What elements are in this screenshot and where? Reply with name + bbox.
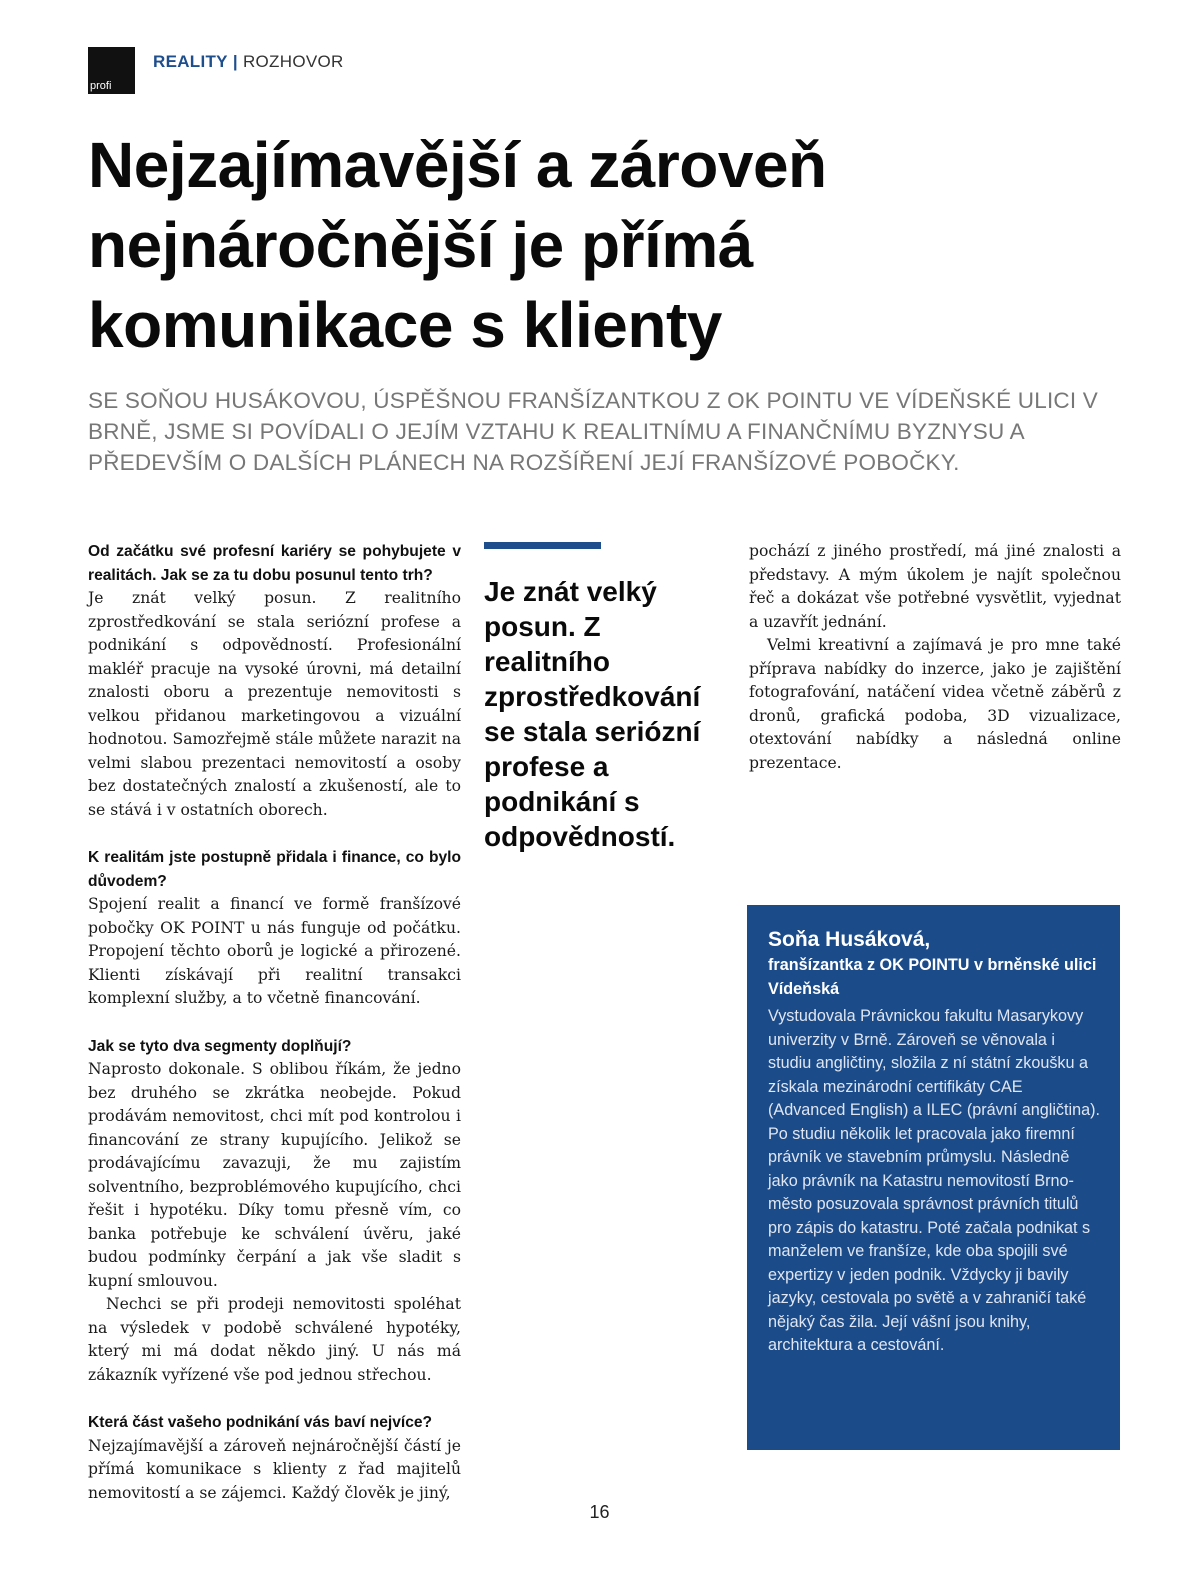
interview-question: Od začátku své profesní kariéry se pohybujete v realitách. Jak se za tu dobu posunul tento trh? xyxy=(88,543,461,584)
interview-question: Která část vašeho podnikání vás baví nejvíce? xyxy=(88,1414,433,1431)
article-column-left xyxy=(88,540,461,1505)
profile-role: franšízantka z OK POINTU v brněnské ulici Vídeňská xyxy=(768,956,1097,998)
profile-name: Soňa Husáková, xyxy=(768,928,931,951)
pull-quote: Je znát velký posun. Z realitního zprostředkování se stala seriózní profese a podnikání s odpovědností. xyxy=(484,576,701,852)
profile-bio: Vystudovala Právnickou fakultu Masarykovy univerzity v Brně. Zároveň se věnovala i studiu angličtiny, složila z ní státní zkoušku a získala mezinárodní certifikáty CAE (Advanced English) a ILEC (právní angličtina). Po studiu několik let pracovala jako firemní právník ve stavebním průmyslu. Následně jako právník na Katastru nemovitostí Brno-město posuzovala správnost právních titulů pro zápis do katastru. Poté začala podnikat s manželem ve franšíze, kde oba spojili své expertizy v jeden podnik. Vždycky ji bavily jazyky, cestovala po světě a v zahraničí také nějaký čas žila. Její vášní jsou knihy, architektura a cestování. xyxy=(768,1007,1101,1354)
article-lead: SE SOŇOU HUSÁKOVOU, ÚSPĚŠNOU FRANŠÍZANTKOU Z OK POINTU VE VÍDEŇSKÉ ULICI V BRNĚ, JSME SI POVÍDALI O JEJÍM VZTAHU K REALITNÍMU A FINANČNÍMU BYZNYSU A PŘEDEVŠÍM O DALŠÍCH PLÁNECH NA ROZŠÍŘENÍ JEJÍ FRANŠÍZOVÉ POBOČKY. xyxy=(88,388,1098,475)
interview-answer: Je znát velký posun. Z realitního zprostředkování se stala seriózní profese a podnikání s odpovědností. Profesionální makléř pracuje na vysoké úrovni, má detailní znalosti oboru a prezentuje nemovitosti s velkou přidanou marketingovou a vizuální hodnotou. Samozřejmě stále můžete narazit na velmi slabou prezentaci nemovitostí a osoby bez dostatečných znalostí a zkušeností, ale to se stává i v ostatních oborech. xyxy=(88,589,461,819)
interview-question: K realitám jste postupně přidala i finance, co bylo důvodem? xyxy=(88,849,461,890)
profile-box xyxy=(747,905,1120,1450)
pull-quote-accent-bar xyxy=(484,542,601,549)
logo-text: profi xyxy=(90,80,112,92)
section-name: REALITY xyxy=(153,52,228,71)
interview-answer: Nejzajímavější a zároveň nejnáročnější částí je přímá komunikace s klienty z řad majitelů nemovitostí a se zájemci. Každý člověk je jiný, xyxy=(88,1436,461,1502)
page-number: 16 xyxy=(589,1502,610,1522)
interview-answer: Spojení realit a financí ve formě franšízové pobočky OK POINT u nás funguje od počátku. Propojení těchto oborů je logické a přirozené. Klienti získávají při realitní transakci komplexní služby, a to včetně financování. xyxy=(88,895,461,1007)
section-label xyxy=(153,52,344,72)
article-column-right xyxy=(749,540,1121,775)
subsection-name: ROZHOVOR xyxy=(242,52,344,71)
article-headline: Nejzajímavější a zároveň nejnáročnější je přímá komunikace s klienty xyxy=(88,129,827,361)
interview-question: Jak se tyto dva segmenty doplňují? xyxy=(88,1037,352,1055)
interview-answer: Nechci se při prodeji nemovitosti spoléhat na výsledek v podobě schválené hypotéky, který mi má dodat někdo jiný. U nás má zákazník vyřízené vše pod jednou střechou. xyxy=(88,1295,461,1384)
interview-answer: Naprosto dokonale. S oblibou říkám, že jedno bez druhého se zkrátka neobejde. Pokud prodávám nemovitost, chci mít pod kontrolou i financování ze strany kupujícího. Jelikož se prodávajícímu zavazuji, že mu zajistím solventního, bezproblémového kupujícího, chci řešit i hypotéku. Díky tomu přesně vím, co banka potřebuje ke schválení úvěru, jaké budou podmínky čerpání a jak vše sladit s kupní smlouvou. xyxy=(88,1060,461,1290)
magazine-logo xyxy=(88,47,135,94)
section-separator: | xyxy=(232,52,238,71)
interview-answer-continued: Velmi kreativní a zajímavá je pro mne také příprava nabídky do inzerce, jako je zajištění fotografování, natáčení videa včetně záběrů z dronů, grafická podoba, 3D vizualizace, otextování nabídky a následná online prezentace. xyxy=(749,636,1121,772)
interview-answer-continued: pochází z jiného prostředí, má jiné znalosti a představy. A mým úkolem je najít společnou řeč a dokázat vše potřebné vysvětlit, vyjednat a uzavřít jednání. xyxy=(749,542,1121,631)
